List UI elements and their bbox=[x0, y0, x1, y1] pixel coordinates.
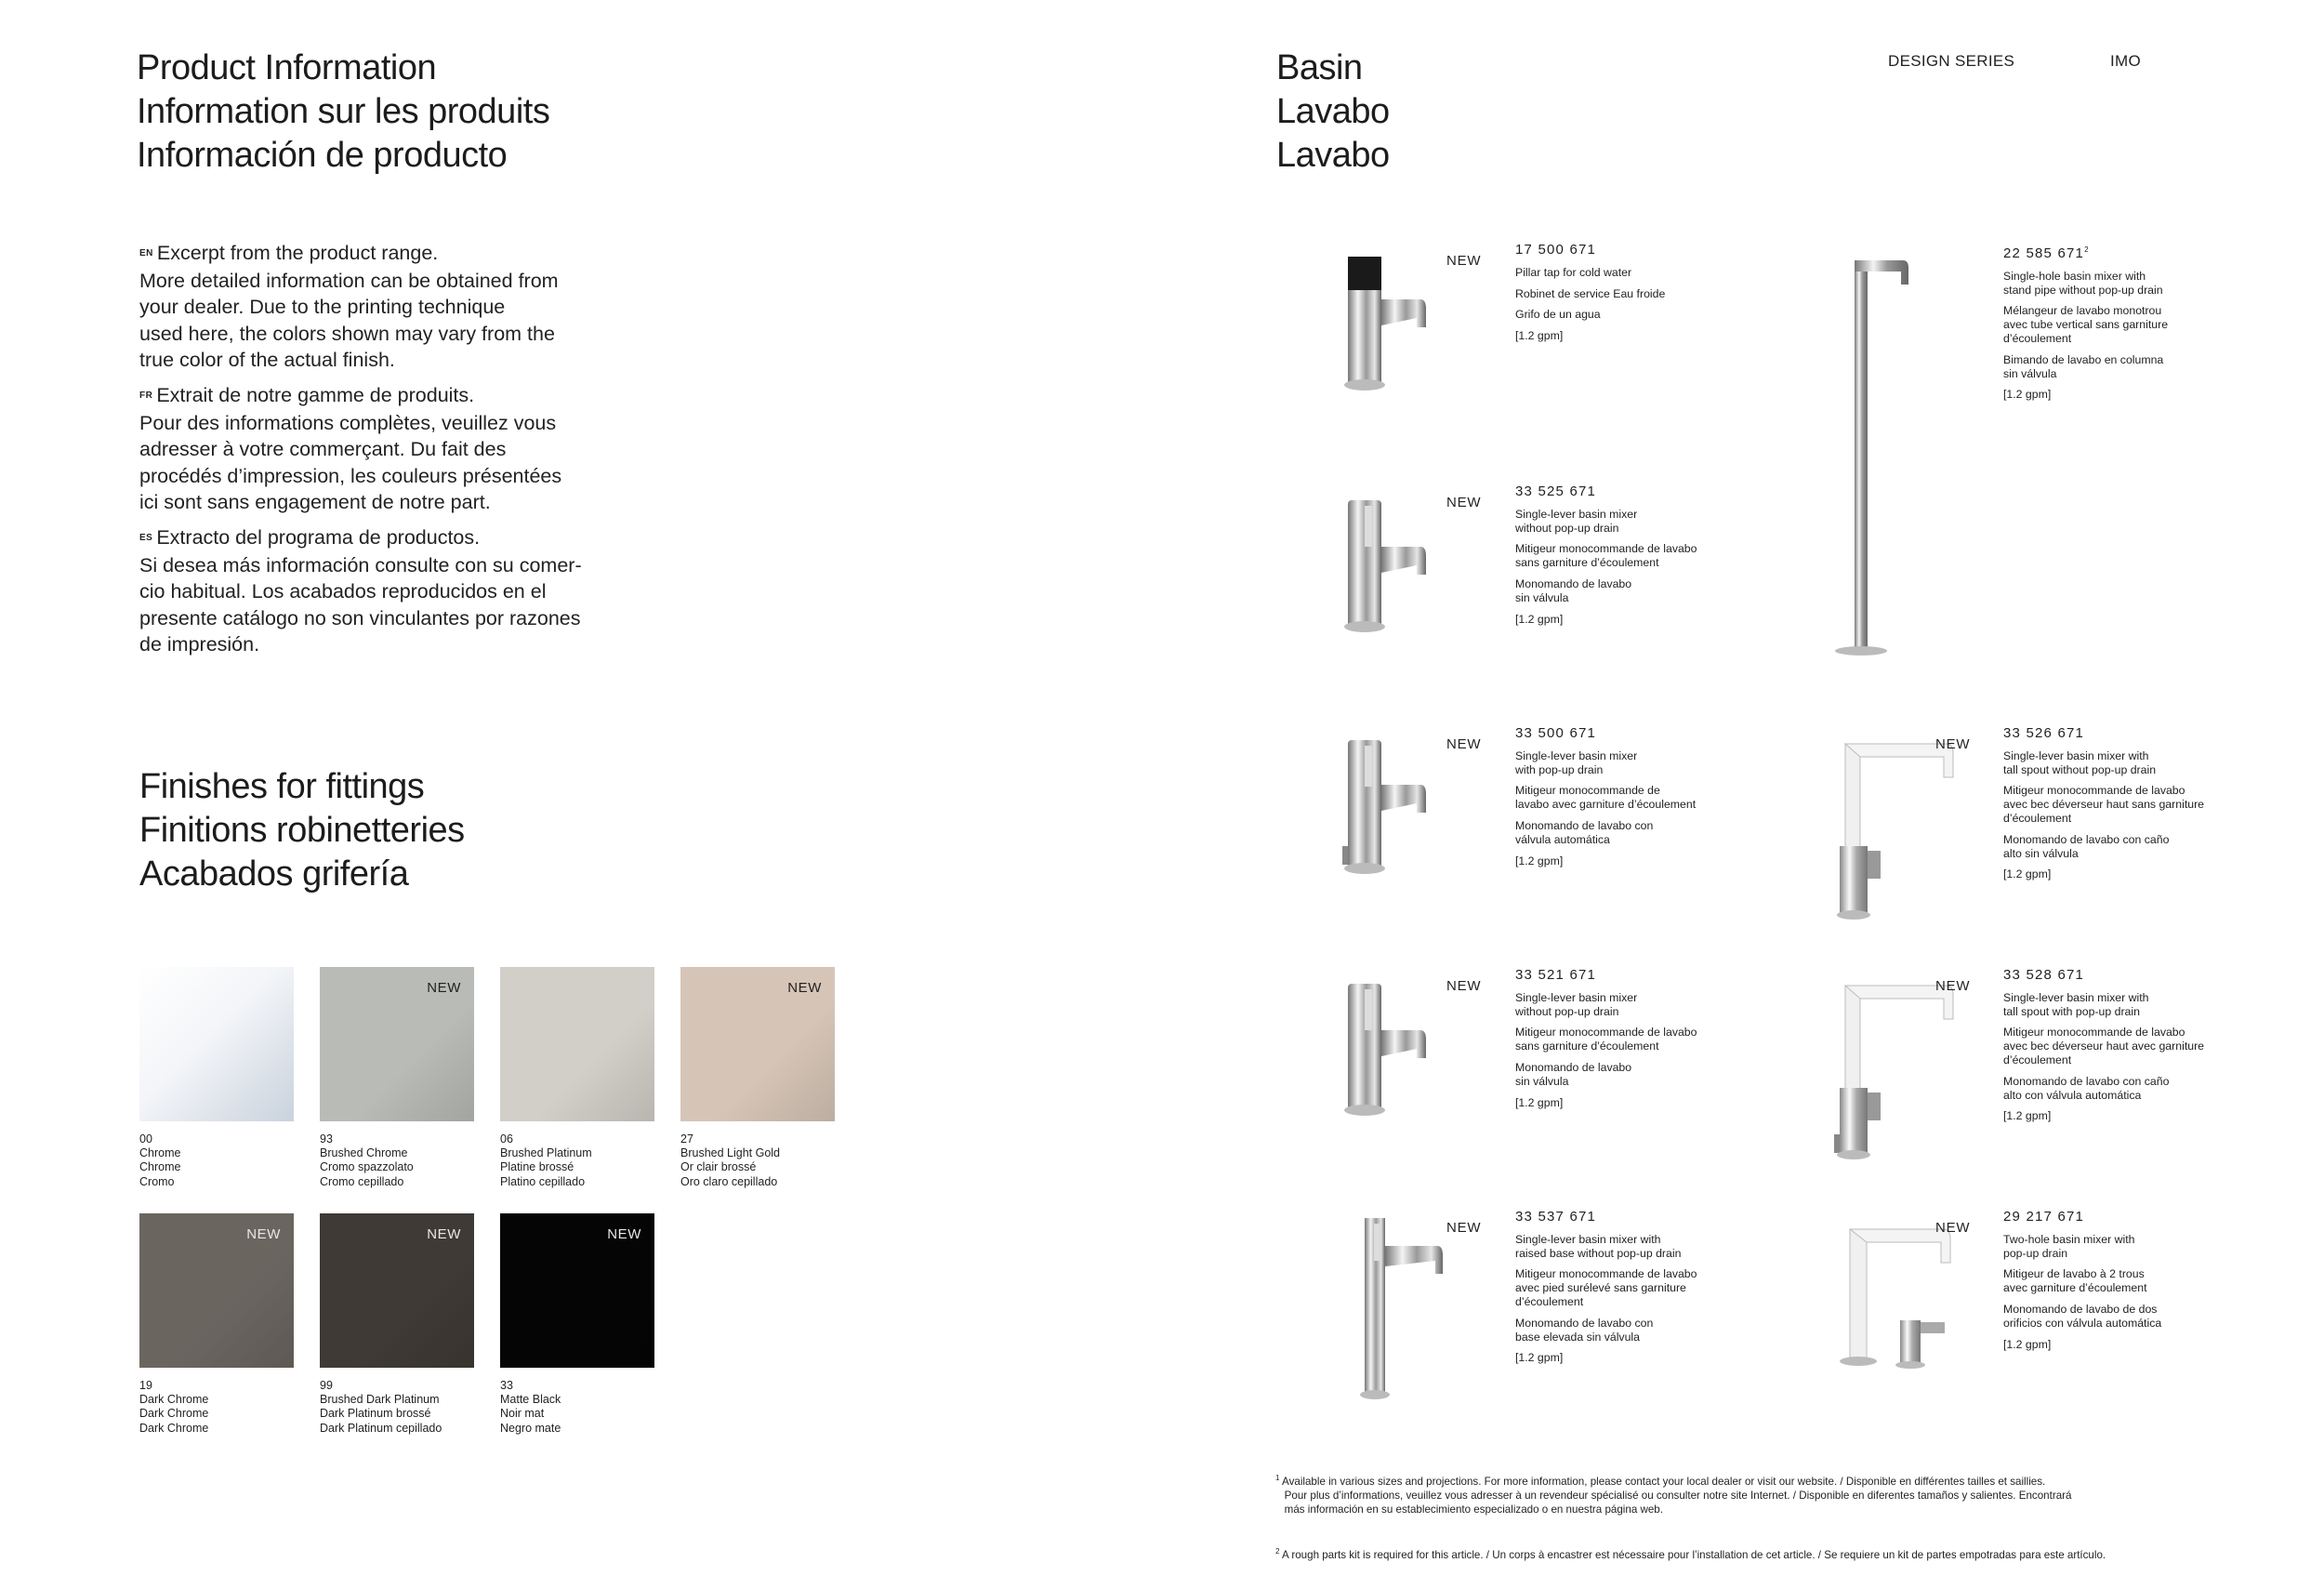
product-flow-rate: [1.2 gpm] bbox=[1515, 1351, 1564, 1365]
finish-swatch bbox=[320, 967, 474, 1121]
product-number-text: 33 537 671 bbox=[1515, 1209, 1597, 1225]
intro-text bbox=[139, 240, 623, 667]
product-number bbox=[1515, 727, 1748, 741]
finish-swatch bbox=[320, 1213, 474, 1368]
new-badge: NEW bbox=[1446, 736, 1482, 752]
product-description: Pillar tap for cold water bbox=[1515, 265, 1632, 279]
intro-line: More detailed information can be obtained from bbox=[139, 269, 559, 292]
product-number bbox=[1515, 485, 1748, 499]
finishes-title-en: Finishes for fittings bbox=[139, 767, 425, 806]
product-number-text: 29 217 671 bbox=[2003, 1209, 2085, 1225]
design-series-name: IMO bbox=[2110, 52, 2142, 70]
intro-line: ici sont sans engagement de notre part. bbox=[139, 491, 491, 514]
product-description: Mitigeur monocommande de lavabo avec pied surélevé sans garniture d’écoulement bbox=[1515, 1267, 1697, 1308]
product-info bbox=[1515, 244, 1748, 351]
product-flow-rate: [1.2 gpm] bbox=[2003, 1109, 2052, 1123]
faucet-33526671-image bbox=[1827, 735, 1966, 920]
finish-caption bbox=[320, 1379, 506, 1436]
finish-name: Cromo bbox=[139, 1174, 175, 1188]
intro-line: cio habitual. Los acabados reproducidos en el bbox=[139, 580, 547, 603]
finish-name: Matte Black bbox=[500, 1393, 561, 1407]
page-title bbox=[137, 46, 549, 178]
product-info bbox=[1515, 1211, 1748, 1372]
new-badge: NEW bbox=[1446, 253, 1482, 269]
finish-name: Chrome bbox=[139, 1160, 181, 1174]
product-flow-rate: [1.2 gpm] bbox=[2003, 867, 2052, 881]
product-description: Mélangeur de lavabo monotrou avec tube vertical sans garniture d’écoulement bbox=[2003, 304, 2169, 345]
product-number-text: 22 585 671 bbox=[2003, 245, 2085, 261]
title-fr: Information sur les produits bbox=[137, 92, 550, 131]
finish-name: Dark Chrome bbox=[139, 1421, 209, 1435]
finish-name: Negro mate bbox=[500, 1421, 561, 1435]
faucet-33528671-image bbox=[1827, 976, 1966, 1162]
finish-code: 99 bbox=[320, 1379, 333, 1392]
product-description: Grifo de un agua bbox=[1515, 308, 1601, 322]
footnote-mark: 1 bbox=[1275, 1474, 1280, 1482]
finish-name: Cromo spazzolato bbox=[320, 1160, 414, 1174]
product-flow-rate: [1.2 gpm] bbox=[2003, 388, 2052, 402]
product-number-text: 33 500 671 bbox=[1515, 725, 1597, 741]
lang-label: EN bbox=[139, 248, 153, 258]
product-flow-rate: [1.2 gpm] bbox=[1515, 1095, 1564, 1109]
new-badge: NEW bbox=[1446, 495, 1482, 510]
product-description: Monomando de lavabo con caño alto sin válvula bbox=[2003, 832, 2170, 860]
finishes-title-fr: Finitions robinetteries bbox=[139, 811, 465, 850]
product-description: Monomando de lavabo con base elevada sin válvula bbox=[1515, 1316, 1654, 1344]
product-description: Single-hole basin mixer with stand pipe without pop-up drain bbox=[2003, 269, 2163, 297]
footnote-text: A rough parts kit is required for this article. / Un corps à encastrer est nécessaire pour l’installation de cet article. / Se requiere un kit de partes empotradas para este artículo. bbox=[1282, 1548, 2106, 1561]
product-description: Single-lever basin mixer with pop-up drain bbox=[1515, 748, 1638, 776]
intro-es bbox=[139, 524, 623, 658]
finishes-title-es: Acabados grifería bbox=[139, 854, 409, 894]
design-series-label: DESIGN SERIES bbox=[1888, 52, 2015, 70]
product-description: Single-lever basin mixer with raised base without pop-up drain bbox=[1515, 1232, 1682, 1260]
product-number-text: 33 525 671 bbox=[1515, 483, 1597, 499]
intro-en bbox=[139, 240, 623, 374]
intro-line: used here, the colors shown may vary from the bbox=[139, 322, 555, 345]
finish-code: 19 bbox=[139, 1379, 152, 1392]
product-description: Mitigeur monocommande de lavabo sans garniture d’écoulement bbox=[1515, 1026, 1697, 1053]
product-info bbox=[2003, 244, 2236, 409]
product-info bbox=[1515, 485, 1748, 633]
section-title-es: Lavabo bbox=[1276, 136, 1390, 175]
product-description: Mitigeur monocommande de lavabo avec bec déverseur haut sans garniture d’écoulement bbox=[2003, 784, 2205, 825]
finish-caption bbox=[320, 1132, 506, 1189]
product-number bbox=[2003, 727, 2236, 741]
finish-name: Platino cepillado bbox=[500, 1174, 586, 1188]
product-number-text: 33 528 671 bbox=[2003, 967, 2085, 983]
finish-name: Dark Platinum brossé bbox=[320, 1407, 431, 1421]
product-description: Single-lever basin mixer without pop-up drain bbox=[1515, 507, 1638, 535]
finish-name: Noir mat bbox=[500, 1407, 545, 1421]
intro-line: Pour des informations complètes, veuillez vous bbox=[139, 411, 557, 434]
intro-line: de impresión. bbox=[139, 633, 260, 656]
product-number bbox=[2003, 244, 2236, 261]
finish-caption bbox=[139, 1132, 325, 1189]
product-number bbox=[2003, 969, 2236, 983]
new-badge: NEW bbox=[427, 980, 461, 996]
product-number bbox=[1515, 969, 1748, 983]
product-flow-rate: [1.2 gpm] bbox=[2003, 1337, 2052, 1351]
product-description: Mitigeur monocommande de lavabo avec garniture d’écoulement bbox=[1515, 784, 1697, 812]
finish-name: Or clair brossé bbox=[680, 1160, 757, 1174]
new-badge: NEW bbox=[787, 980, 822, 996]
finish-name: Brushed Dark Platinum bbox=[320, 1393, 440, 1407]
intro-fr bbox=[139, 382, 623, 516]
product-number bbox=[2003, 1211, 2236, 1225]
finishes-title bbox=[139, 765, 465, 896]
footnote-text: Available in various sizes and projections. For more information, please contact your local dealer or visit our website. / Disponible en différentes tailles et saillies. Pour plus d’informations, veuillez vous adresser à un revendeur spécialisé ou consulter notre site Internet. / Disponible en diferentes tamaños y salientes. Encontrará más información en su establecimiento especializado o en nuestra página web. bbox=[1282, 1475, 2072, 1516]
faucet-22585671-image bbox=[1827, 251, 1910, 660]
footnotes bbox=[1275, 1443, 2106, 1576]
finish-caption bbox=[500, 1132, 686, 1189]
product-description: Robinet de service Eau froide bbox=[1515, 286, 1666, 300]
finish-swatch bbox=[500, 967, 654, 1121]
faucet-33500671-image bbox=[1339, 727, 1432, 876]
new-badge: NEW bbox=[427, 1226, 461, 1242]
product-description: Mitigeur monocommande de lavabo sans garniture d’écoulement bbox=[1515, 542, 1697, 570]
intro-line: presente catálogo no son vinculantes por razones bbox=[139, 606, 581, 629]
finish-name: Chrome bbox=[139, 1146, 181, 1160]
new-badge: NEW bbox=[1446, 978, 1482, 994]
product-number bbox=[1515, 1211, 1748, 1225]
faucet-29217671-image bbox=[1822, 1218, 1971, 1376]
faucet-17500671-image bbox=[1339, 244, 1432, 392]
title-en: Product Information bbox=[137, 48, 437, 87]
product-flow-rate: [1.2 gpm] bbox=[1515, 612, 1564, 626]
product-number-text: 33 526 671 bbox=[2003, 725, 2085, 741]
finish-name: Dark Chrome bbox=[139, 1407, 209, 1421]
faucet-33537671-image bbox=[1348, 1209, 1450, 1404]
faucet-33525671-image bbox=[1339, 485, 1432, 634]
intro-line: true color of the actual finish. bbox=[139, 349, 395, 372]
new-badge: NEW bbox=[607, 1226, 641, 1242]
faucet-33521671-image bbox=[1339, 969, 1432, 1118]
product-description: Single-lever basin mixer with tall spout without pop-up drain bbox=[2003, 748, 2157, 776]
finish-swatch bbox=[139, 1213, 294, 1368]
new-badge: NEW bbox=[1935, 978, 1971, 994]
footnote-1 bbox=[1275, 1471, 2106, 1516]
product-description: Two-hole basin mixer with pop-up drain bbox=[2003, 1232, 2135, 1260]
finish-caption bbox=[139, 1379, 325, 1436]
product-description: Monomando de lavabo sin válvula bbox=[1515, 1060, 1632, 1088]
finish-name: Oro claro cepillado bbox=[680, 1174, 778, 1188]
finish-name: Dark Chrome bbox=[139, 1393, 209, 1407]
new-badge: NEW bbox=[1446, 1220, 1482, 1236]
footnote-mark: 2 bbox=[1275, 1546, 1280, 1556]
intro-line: your dealer. Due to the printing technique bbox=[139, 296, 506, 319]
finish-name: Dark Platinum cepillado bbox=[320, 1421, 442, 1435]
section-title bbox=[1276, 46, 1390, 178]
intro-line: Excerpt from the product range. bbox=[156, 242, 439, 264]
product-flow-rate: [1.2 gpm] bbox=[1515, 854, 1564, 867]
finish-name: Platine brossé bbox=[500, 1160, 574, 1174]
product-info bbox=[2003, 727, 2236, 889]
product-description: Mitigeur monocommande de lavabo avec bec déverseur haut avec garniture d’écoulement bbox=[2003, 1026, 2205, 1066]
new-badge: NEW bbox=[1935, 1220, 1971, 1236]
finish-code: 93 bbox=[320, 1132, 333, 1146]
intro-line: Si desea más información consulte con su comer- bbox=[139, 553, 582, 576]
new-badge: NEW bbox=[1935, 736, 1971, 752]
product-number bbox=[1515, 244, 1748, 258]
finish-name: Brushed Platinum bbox=[500, 1146, 592, 1160]
product-info bbox=[2003, 1211, 2236, 1358]
footnote-ref: 2 bbox=[2084, 245, 2090, 254]
finish-code: 06 bbox=[500, 1132, 513, 1146]
section-title-en: Basin bbox=[1276, 48, 1363, 87]
intro-line: Extrait de notre gamme de produits. bbox=[156, 383, 475, 406]
lang-label: FR bbox=[139, 390, 153, 401]
intro-line: adresser à votre commerçant. Du fait des bbox=[139, 438, 507, 461]
finish-swatch bbox=[680, 967, 835, 1121]
new-badge: NEW bbox=[246, 1226, 281, 1242]
finish-name: Brushed Light Gold bbox=[680, 1146, 781, 1160]
product-description: Monomando de lavabo con válvula automática bbox=[1515, 818, 1654, 846]
product-description: Single-lever basin mixer with tall spout with pop-up drain bbox=[2003, 990, 2149, 1018]
product-description: Monomando de lavabo de dos orificios con válvula automática bbox=[2003, 1302, 2162, 1330]
intro-line: Extracto del programa de productos. bbox=[156, 525, 481, 549]
product-info bbox=[1515, 727, 1748, 875]
product-number-text: 17 500 671 bbox=[1515, 242, 1597, 258]
finish-name: Brushed Chrome bbox=[320, 1146, 408, 1160]
section-title-fr: Lavabo bbox=[1276, 92, 1390, 131]
finish-caption bbox=[680, 1132, 866, 1189]
finish-code: 33 bbox=[500, 1379, 513, 1392]
finish-caption bbox=[500, 1379, 686, 1436]
product-number-text: 33 521 671 bbox=[1515, 967, 1597, 983]
finish-code: 27 bbox=[680, 1132, 693, 1146]
finish-swatch bbox=[500, 1213, 654, 1368]
finish-swatch bbox=[139, 967, 294, 1121]
finish-name: Cromo cepillado bbox=[320, 1174, 404, 1188]
product-description: Single-lever basin mixer without pop-up drain bbox=[1515, 990, 1638, 1018]
intro-line: procédés d’impression, les couleurs présentées bbox=[139, 464, 562, 487]
product-description: Monomando de lavabo sin válvula bbox=[1515, 576, 1632, 604]
title-es: Información de producto bbox=[137, 136, 508, 175]
finish-code: 00 bbox=[139, 1132, 152, 1146]
product-info bbox=[2003, 969, 2236, 1131]
lang-label: ES bbox=[139, 532, 153, 543]
product-info bbox=[1515, 969, 1748, 1117]
product-description: Monomando de lavabo con caño alto con válvula automática bbox=[2003, 1074, 2170, 1102]
product-description: Bimando de lavabo en columna sin válvula bbox=[2003, 352, 2164, 380]
product-description: Mitigeur de lavabo à 2 trous avec garniture d’écoulement bbox=[2003, 1267, 2147, 1295]
footnote-2 bbox=[1275, 1544, 2106, 1562]
product-flow-rate: [1.2 gpm] bbox=[1515, 329, 1564, 343]
